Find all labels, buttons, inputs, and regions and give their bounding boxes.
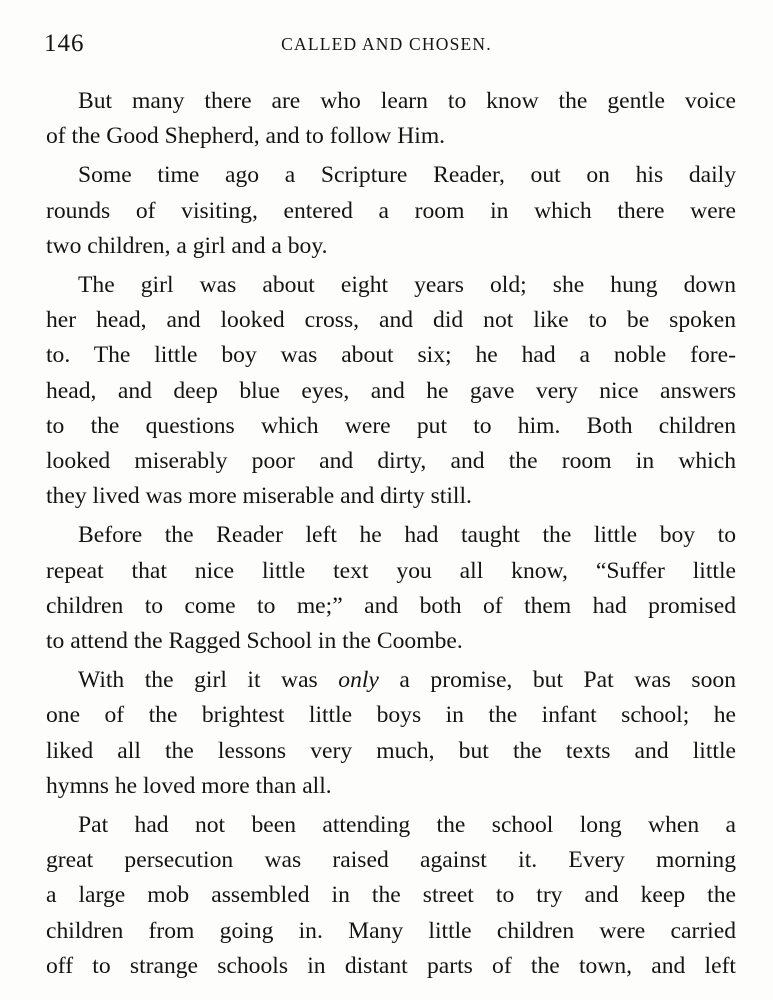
- paragraph-3: [46, 268, 736, 514]
- text-line: repeat that nice little text you all know, “Suffer little: [46, 557, 736, 584]
- text-line: one of the brightest little boys in the infant school; he: [46, 702, 736, 729]
- text-line: off to strange schools in distant parts of the town, and left: [46, 952, 736, 979]
- text-line: children to come to me;” and both of them had promised: [46, 592, 736, 619]
- text-segment: With the girl it was: [78, 667, 339, 694]
- text-line: two children, a girl and a boy.: [46, 232, 328, 259]
- text-line: great persecution was raised against it. Every morning: [46, 847, 736, 874]
- text-line: hymns he loved more than all.: [46, 772, 332, 799]
- text-line: The girl was about eight years old; she hung down: [78, 272, 736, 299]
- text-line: to. The little boy was about six; he had a noble fore-: [46, 342, 736, 369]
- page-number: 146: [44, 30, 85, 57]
- emphasized-word: only: [338, 667, 379, 694]
- paragraph-4: [46, 518, 736, 659]
- text-line: a large mob assembled in the street to try and keep the: [46, 882, 736, 909]
- text-line: But many there are who learn to know the gentle voice: [78, 88, 736, 114]
- text-line: to the questions which were put to him. Both children: [46, 412, 736, 439]
- body-text: [46, 84, 736, 984]
- text-line: they lived was more miserable and dirty still.: [46, 483, 472, 510]
- running-title: CALLED AND CHOSEN.: [281, 34, 492, 54]
- text-line: Some time ago a Scripture Reader, out on his daily: [78, 162, 736, 189]
- paragraph-2: [46, 158, 736, 264]
- text-line: Pat had not been attending the school long when a: [78, 812, 736, 839]
- text-line: children from going in. Many little children were carried: [46, 917, 736, 944]
- paragraph-6: [46, 808, 736, 984]
- text-line: liked all the lessons very much, but the texts and little: [46, 737, 736, 764]
- paragraph-5: [46, 663, 736, 804]
- text-line: of the Good Shepherd, and to follow Him.: [46, 123, 446, 150]
- text-line: looked miserably poor and dirty, and the room in which: [46, 448, 736, 475]
- text-line: Before the Reader left he had taught the little boy to: [78, 522, 736, 549]
- text-line: rounds of visiting, entered a room in which there were: [46, 197, 736, 224]
- paragraph-1: [46, 84, 736, 154]
- text-segment: a promise, but Pat was soon: [378, 667, 736, 694]
- text-line: head, and deep blue eyes, and he gave very nice answers: [46, 377, 736, 404]
- text-line: [46, 663, 736, 698]
- text-line: to attend the Ragged School in the Coombe.: [46, 628, 463, 655]
- text-line: her head, and looked cross, and did not like to be spoken: [46, 307, 736, 334]
